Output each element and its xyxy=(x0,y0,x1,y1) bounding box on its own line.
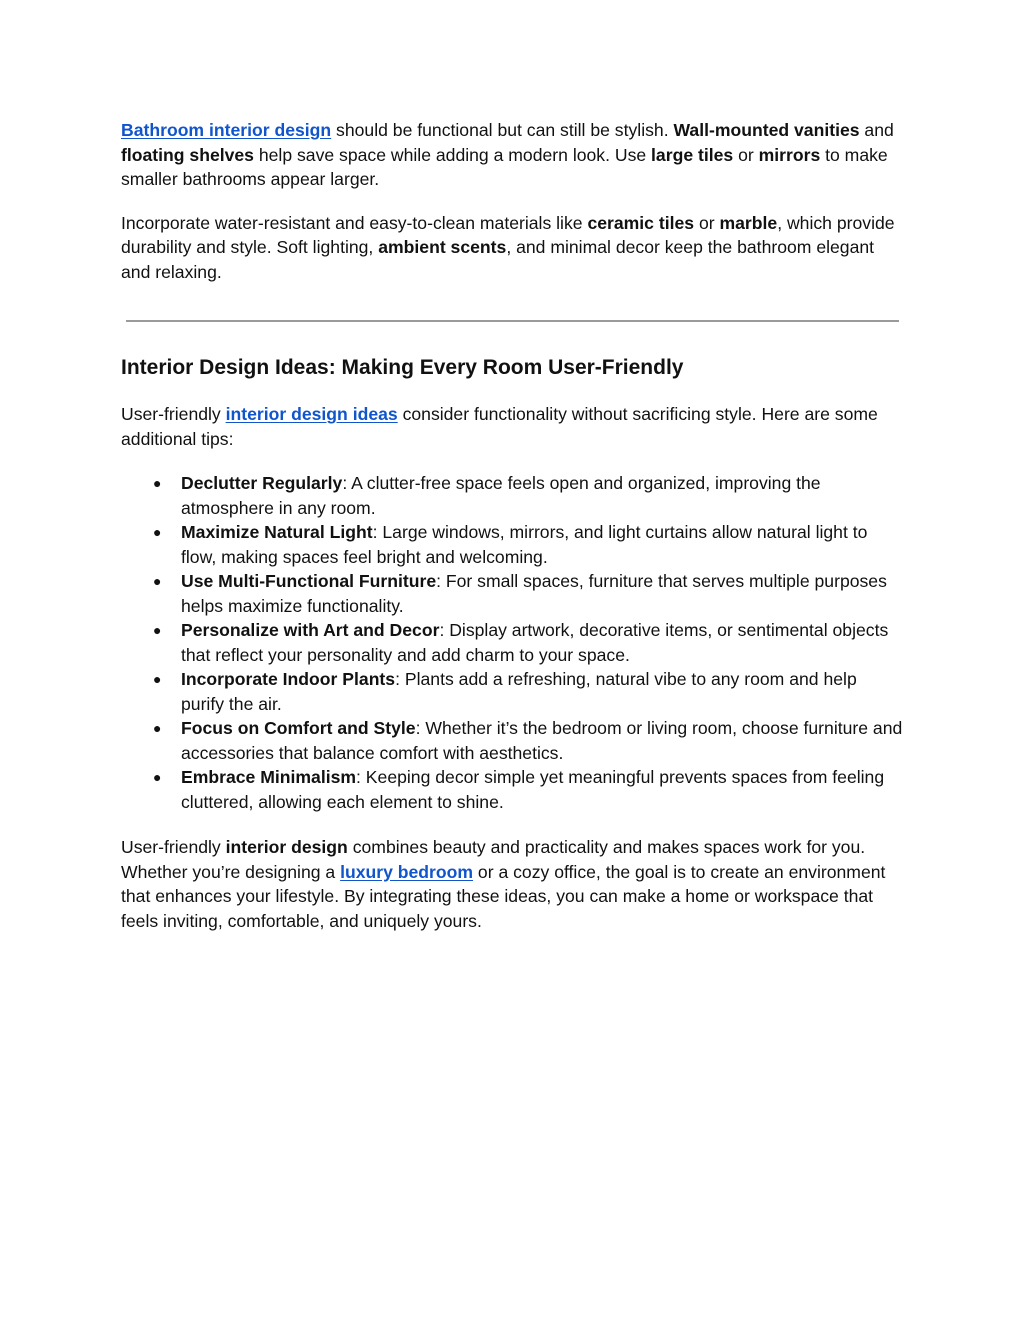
section-heading: Interior Design Ideas: Making Every Room User-Friendly xyxy=(121,356,684,379)
bullet-icon: ● xyxy=(153,769,162,785)
text-span: or xyxy=(694,212,720,233)
intro-paragraph xyxy=(121,402,903,451)
tip-title: Personalize with Art and Decor xyxy=(181,620,440,640)
bold-term: interior design xyxy=(225,837,348,857)
list-item xyxy=(121,471,903,520)
text-span: , which provide durability and style. Soft lighting, xyxy=(121,212,895,257)
bullet-icon: ● xyxy=(153,622,162,638)
tip-text: : Whether it’s the bedroom or living room, choose furniture and accessories that balance comfort with aesthetics. xyxy=(181,718,903,763)
text-span: or a cozy office, the goal is to create an environment that enhances your lifestyle. By integrating these ideas, you can make a home or workspace that feels inviting, comfortable, and uniquely yours. xyxy=(121,861,886,931)
bullet-icon: ● xyxy=(153,475,162,491)
text-span: to make smaller bathrooms appear larger. xyxy=(121,144,888,189)
bullet-icon: ● xyxy=(153,524,162,540)
horizontal-divider xyxy=(126,320,899,322)
bullet-icon: ● xyxy=(153,720,162,736)
bathroom-paragraph xyxy=(121,118,903,192)
bold-term: floating shelves xyxy=(121,144,254,165)
list-item xyxy=(121,618,903,667)
tip-title: Incorporate Indoor Plants xyxy=(181,669,396,689)
list-item xyxy=(121,716,903,765)
bold-term: ambient scents xyxy=(378,237,507,257)
tip-title: Embrace Minimalism xyxy=(181,767,357,787)
tip-text: : Display artwork, decorative items, or sentimental objects that reflect your personality and add charm to your space. xyxy=(181,620,889,665)
tip-title: Focus on Comfort and Style xyxy=(181,718,416,738)
interior-design-ideas-link[interactable]: interior design ideas xyxy=(225,404,398,424)
text-span: combines beauty and practicality and makes spaces work for you. Whether you’re designing a xyxy=(121,837,866,882)
materials-paragraph xyxy=(121,211,903,285)
tip-title: Maximize Natural Light xyxy=(181,522,373,542)
tip-text: : Large windows, mirrors, and light curtains allow natural light to flow, making spaces feel bright and welcoming. xyxy=(181,522,868,567)
tip-text: : A clutter-free space feels open and organized, improving the atmosphere in any room. xyxy=(181,473,821,518)
text-span: should be functional but can still be stylish. xyxy=(331,120,674,140)
closing-paragraph xyxy=(121,835,903,933)
text-span: and xyxy=(859,120,894,140)
bold-term: mirrors xyxy=(758,144,821,165)
text-span: User-friendly xyxy=(121,404,226,424)
list-item xyxy=(121,667,903,716)
bullet-icon: ● xyxy=(153,671,162,687)
text-span: consider functionality without sacrificing style. Here are some additional tips: xyxy=(121,404,878,449)
text-span: , and minimal decor keep the bathroom elegant and relaxing. xyxy=(121,237,875,282)
document-page xyxy=(121,118,903,933)
bold-term: ceramic tiles xyxy=(587,212,695,233)
bold-term: large tiles xyxy=(651,144,734,165)
list-item xyxy=(121,520,903,569)
tip-text: : For small spaces, furniture that serves multiple purposes helps maximize functionality. xyxy=(181,571,887,616)
text-span: or xyxy=(733,144,759,165)
text-span: Incorporate water-resistant and easy-to-clean materials like xyxy=(121,212,588,233)
tips-list xyxy=(121,471,903,814)
luxury-bedroom-link[interactable]: luxury bedroom xyxy=(340,861,474,882)
tip-text: : Keeping decor simple yet meaningful prevents spaces from feeling cluttered, allowing each element to shine. xyxy=(181,767,885,812)
bold-term: Wall-mounted vanities xyxy=(673,120,860,140)
bold-term: marble xyxy=(719,212,778,233)
bathroom-interior-design-link[interactable]: Bathroom interior design xyxy=(121,120,332,140)
text-span: help save space while adding a modern look. Use xyxy=(253,144,652,165)
tip-text: : Plants add a refreshing, natural vibe to any room and help purify the air. xyxy=(181,669,857,714)
tip-title: Use Multi-Functional Furniture xyxy=(181,571,437,591)
text-span: User-friendly xyxy=(121,837,226,857)
list-item xyxy=(121,765,903,814)
list-item xyxy=(121,569,903,618)
bullet-icon: ● xyxy=(153,573,162,589)
tip-title: Declutter Regularly xyxy=(181,473,343,493)
